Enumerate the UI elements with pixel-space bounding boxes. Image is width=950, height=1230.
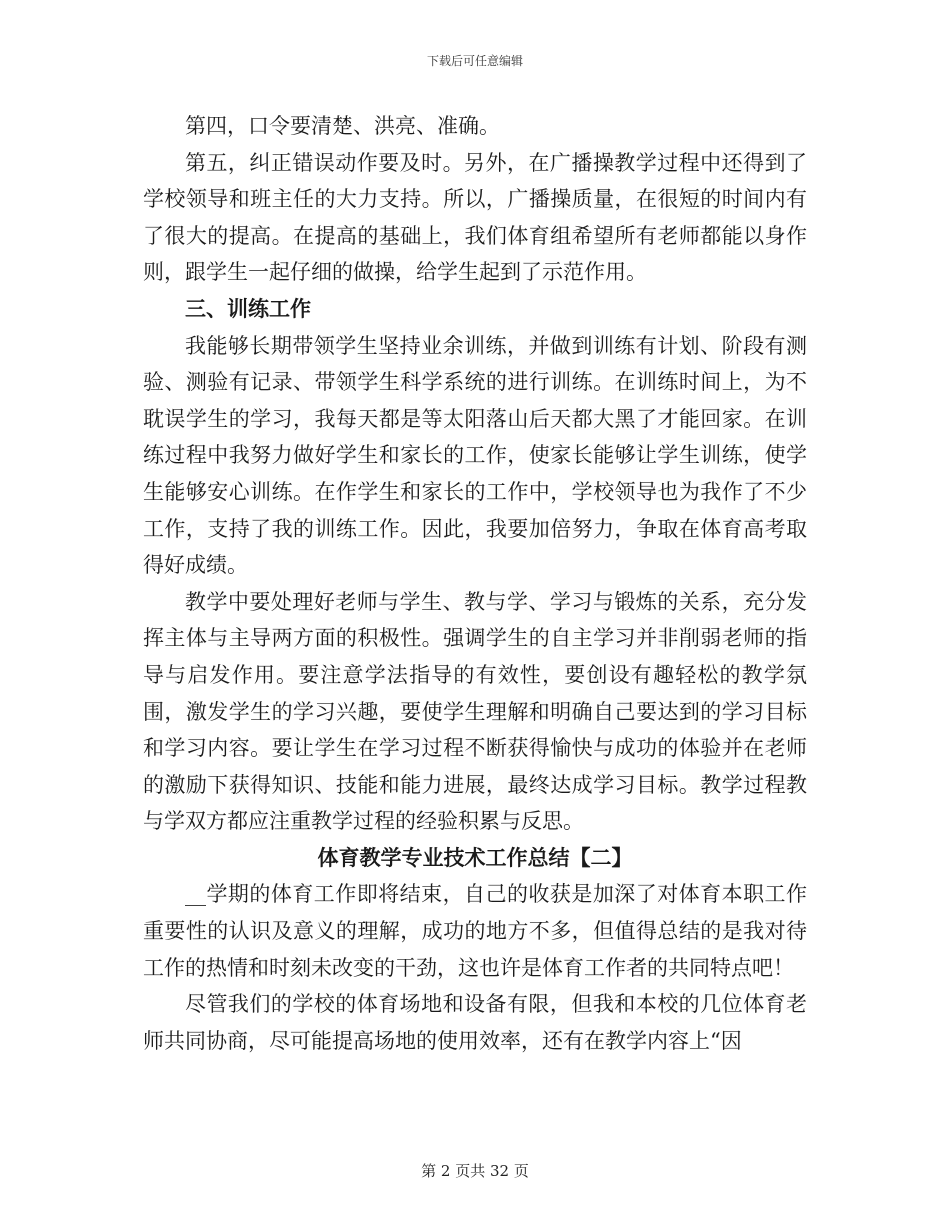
paragraph-item-five: 第五，纠正错误动作要及时。另外，在广播操教学过程中还得到了学校领导和班主任的大力支持。所以，广播操质量，在很短的时间内有了很大的提高。在提高的基础上，我们体育组希望所有老师都能以身作则，跟学生一起仔细的做操，给学生起到了示范作用。 bbox=[143, 150, 807, 285]
paragraph-training: 我能够长期带领学生坚持业余训练，并做到训练有计划、阶段有测验、测验有记录、带领学生科学系统的进行训练。在训练时间上，为不耽误学生的学习，我每天都是等太阳落山后天都大黑了才能回家。在训练过程中我努力做好学生和家长的工作，使家长能够让学生训练，使学生能够安心训练。在作学生和家长的工作中，学校领导也为我作了不少工作，支持了我的训练工作。因此，我要加倍努力，争取在体育高考取得好成绩。 bbox=[143, 333, 807, 578]
paragraph-item-four: 第四，口令要清楚、洪亮、准确。 bbox=[185, 114, 500, 138]
paragraph-facilities: 尽管我们的学校的体育场地和设备有限，但我和本校的几位体育老师共同协商，尽可能提高场地的使用效率，还有在教学内容上“因 bbox=[143, 992, 807, 1053]
page-header: 下载后可任意编辑 bbox=[426, 54, 523, 68]
document-body bbox=[143, 108, 807, 1059]
section-heading-training: 三、训练工作 bbox=[185, 295, 311, 321]
paragraph-teaching: 教学中要处理好老师与学生、教与学、学习与锻炼的关系，充分发挥主体与主导两方面的积极性。强调学生的自主学习并非削弱老师的指导与启发作用。要注意学法指导的有效性，要创设有趣轻松的教学氛围，激发学生的学习兴趣，要使学生理解和明确自己要达到的学习目标和学习内容。要让学生在学习过程不断获得愉快与成功的体验并在老师的激励下获得知识、技能和能力进展，最终达成学习目标。教学过程教与学双方都应注重教学过程的经验积累与反思。 bbox=[143, 589, 807, 834]
section-title-two: 体育教学专业技术工作总结【二】 bbox=[317, 844, 633, 870]
page-footer: 第 2 页共 32 页 bbox=[421, 1162, 529, 1180]
paragraph-semester: __学期的体育工作即将结束，自己的收获是加深了对体育本职工作重要性的认识及意义的理解，成功的地方不多，但值得总结的是我对待工作的热情和时刻未改变的干劲，这也许是体育工作者的共同特点吧！ bbox=[143, 882, 807, 980]
